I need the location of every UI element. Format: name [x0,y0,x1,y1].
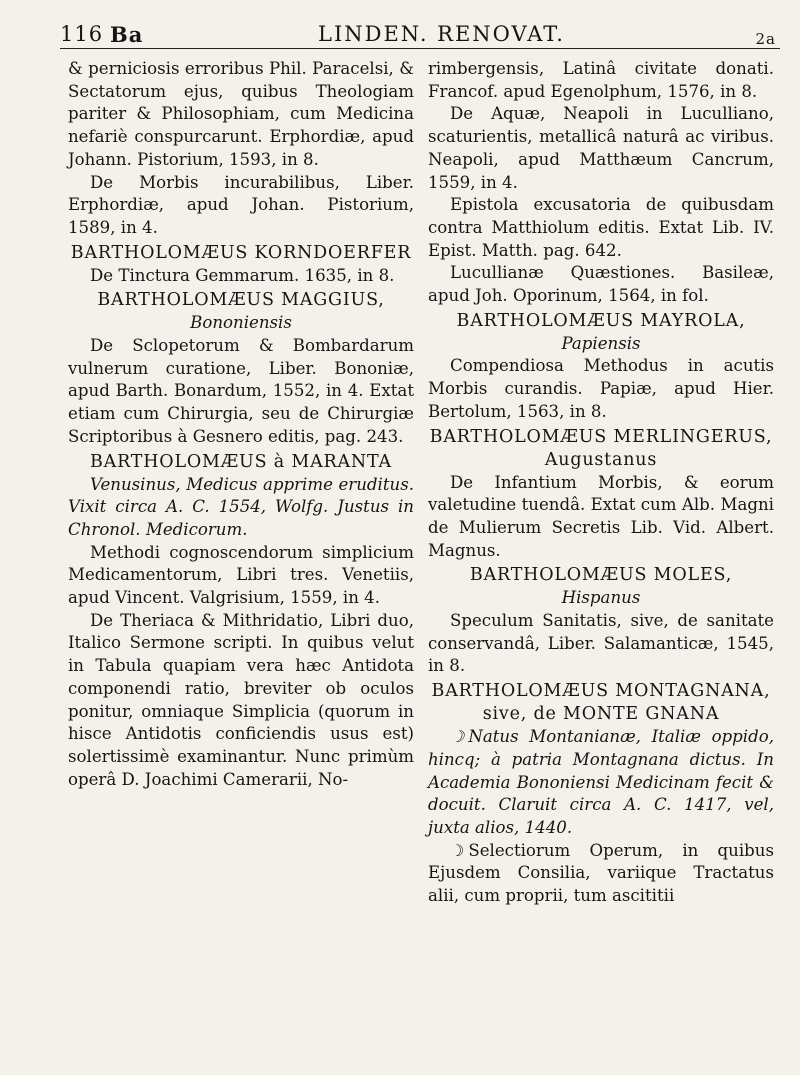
entry-text: De Theriaca & Mithridatio, Libri duo, Italico Sermone scripti. In quibus velut in Tabula quapiam vera hæc Antidota componendi ratio, breviter ob oculos ponitur, omniaque Simplicia (quorum in hisce Antidotis conficiendis usus est) solertissimè examinantur. Nunc primùm operâ D. Joachimi Camerarii, No- [68,610,414,789]
entry-text: De Aquæ, Neapoli in Luculliano, scaturientis, metallicâ naturâ ac viribus. Neapoli, apud Matthæum Cancrum, 1559, in 4. [428,104,774,192]
page-number: 116 [60,22,104,46]
entry-text: Lucullianæ Quæstiones. Basileæ, apud Joh. Oporinum, 1564, in fol. [428,263,774,306]
author-heading: BARTHOLOMÆUS MAGGIUS, [97,290,385,311]
header-rule [60,48,780,49]
entry-text: & perniciosis erroribus Phil. Paracelsi, & Sectatorum ejus, quibus Theologiam pariter & Philosophiam, cum Medicina nefariè conspurcarunt. Erphordiæ, apud Johann. Pistorium, 1593, in 8. [68,59,414,169]
moon-glyph-icon: ☽ [450,840,465,860]
entry-text: Methodi cognoscendorum simplicium Medicamentorum, Libri tres. Venetiis, apud Vincent. Valgrisium, 1559, in 4. [68,542,414,608]
author-origin: Bononiensis [190,313,292,333]
entry-text: rimbergensis, Latinâ civitate donati. Francof. apud Egenolphum, 1576, in 8. [428,59,774,101]
author-note [428,726,774,840]
author-heading: BARTHOLOMÆUS KORNDOERFER [70,242,412,263]
author-note-text: Natus Montanianæ, Italiæ oppido, hincq; à patria Montagnana dictus. In Academia Bononiensi Medicinam fecit & docuit. Claruit circa A. C. 1417, vel, juxta alios, 1440. [428,727,774,837]
author-heading: BARTHOLOMÆUS MONTAGNANA, sive, de MONTE GNANA [431,681,771,725]
left-column [68,58,414,908]
text-columns [68,58,776,908]
author-heading: BARTHOLOMÆUS MAYROLA, [456,310,746,331]
signature-mark: 2a [755,30,776,48]
entry-text-body: Selectiorum Operum, in quibus Ejusdem Consilia, variique Tractatus alii, cum proprii, tum ascititii [428,840,774,906]
author-heading: BARTHOLOMÆUS MOLES, [469,565,733,586]
author-origin: Hispanus [561,588,641,608]
entry-text [428,840,774,908]
author-note: Venusinus, Medicus apprime eruditus. Vixit circa A. C. 1554, Wolfg. Justus in Chronol. Medicorum. [68,474,414,539]
entry-text: De Morbis incurabilibus, Liber. Erphordiæ, apud Johan. Pistorium, 1589, in 4. [68,172,414,237]
running-title: LINDEN. RENOVAT. [318,22,565,46]
entry-text: Compendiosa Methodus in acutis Morbis curandis. Papiæ, apud Hier. Bertolum, 1563, in 8. [428,356,774,421]
entry-text: De Sclopetorum & Bombardarum vulnerum curatione, Liber. Bononiæ, apud Barth. Bonardum, 1552, in 4. Extat etiam cum Chirurgia, seu de Chirurgiæ Scriptoribus à Gesnero editis, pag. 243. [68,336,414,446]
entry-text: Speculum Sanitatis, sive, de sanitate conservandâ, Liber. Salamanticæ, 1545, in 8. [428,611,774,676]
author-origin: Papiensis [561,333,641,353]
page-header [60,18,776,52]
author-heading: BARTHOLOMÆUS MERLINGERUS, Augustanus [429,426,773,470]
moon-glyph-icon: ☽ [450,727,465,747]
author-heading: BARTHOLOMÆUS à MARANTA [90,451,392,472]
section-abbreviation: Ba [110,22,144,47]
right-column [428,58,774,908]
entry-text: Epistola excusatoria de quibusdam contra Matthiolum editis. Extat Lib. IV. Epist. Matth. pag. 642. [428,195,774,260]
entry-text: De Infantium Morbis, & eorum valetudine tuendâ. Extat cum Alb. Magni de Mulierum Secretis Lib. Vid. Albert. Magnus. [428,472,774,560]
entry-text: De Tinctura Gemmarum. 1635, in 8. [90,265,395,285]
